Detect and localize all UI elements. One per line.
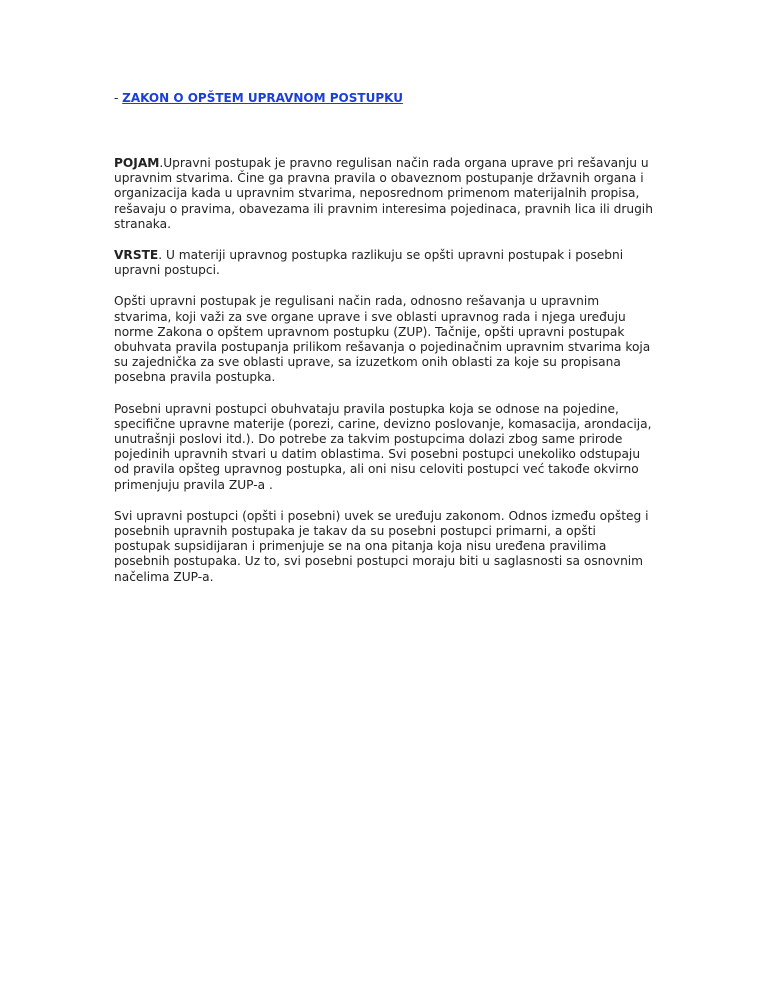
paragraph-vrste xyxy=(114,248,654,278)
paragraph-odnos-postupaka xyxy=(114,509,654,585)
document-title xyxy=(114,90,403,106)
paragraph-posebni-postupci xyxy=(114,402,654,493)
title-dash: - xyxy=(114,91,123,105)
paragraph-text: Opšti upravni postupak je regulisani način rada, odnosno rešavanja u upravnim stvarima, koji važi za sve organe uprave i sve oblasti upravnog rada i njega uređuju norme Zakona o opštem upravnom postupku (ZUP). Tačnije, opšti upravni postupak obuhvata pravila postupanja prilikom rešavanja o pojedinačnim upravnim stvarima koja su zajednička za sve oblasti uprave, sa izuzetkom onih oblasti za koje su propisana posebna pravila postupka. xyxy=(114,294,651,385)
paragraph-pojam xyxy=(114,156,654,232)
paragraph-label: VRSTE xyxy=(114,248,159,263)
paragraph-label: POJAM xyxy=(114,156,160,170)
title-link[interactable]: ZAKON O OPŠTEM UPRAVNOM POSTUPKU xyxy=(122,91,403,105)
paragraph-text: Svi upravni postupci (opšti i posebni) uvek se uređuju zakonom. Odnos između opšteg i posebnih upravnih postupaka je takav da su posebni postupci primarni, a opšti postupak supsidijaran i primenjuje se na ona pitanja koja nisu uređena pravilima posebnih postupaka. Uz to, svi posebni postupci moraju biti u saglasnosti sa osnovnim načelima ZUP-a. xyxy=(114,508,649,584)
paragraph-text: .Upravni postupak je pravno regulisan način rada organa uprave pri rešavanju u upravnim stvarima. Čine ga pravna pravila o obaveznom postupanje državnih organa i organizacija kada u upravnim stvarima, neposrednom primenom materijalnih propisa, rešavaju o pravima, obavezama ili pravnim interesima pojedinaca, pravnih lica ili drugih stranaka. xyxy=(114,156,653,231)
paragraph-opsti-postupak xyxy=(114,294,654,385)
paragraph-text: Posebni upravni postupci obuhvataju pravila postupka koja se odnose na pojedine, specifične upravne materije (porezi, carine, devizno poslovanje, komasacija, arondacija, unutrašnji poslovi itd.). Do potrebe za takvim postupcima dolazi zbog same prirode pojedinih upravnih stvari u datim oblastima. Svi posebni postupci unekoliko odstupaju od pravila opšteg upravnog postupka, ali oni nisu celoviti postupci već takođe okvirno primenjuju pravila ZUP-a . xyxy=(114,401,652,492)
document-body xyxy=(114,156,654,601)
paragraph-text: . U materiji upravnog postupka razlikuju se opšti upravni postupak i posebni upravni postupci. xyxy=(114,248,624,278)
